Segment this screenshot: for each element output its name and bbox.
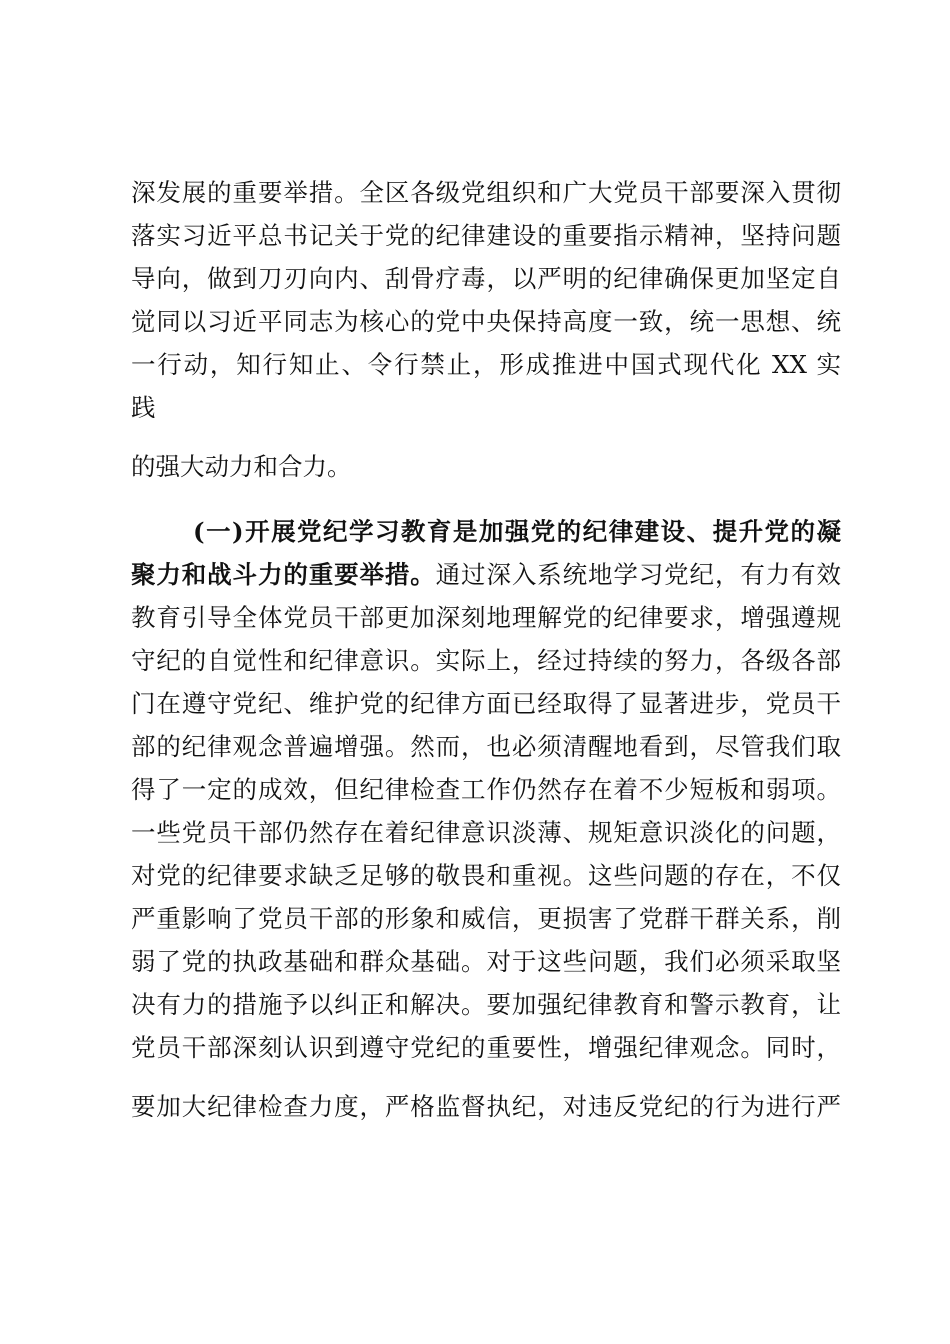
paragraph-2-line-6: 部的纪律观念普遍增强。然而，也必须清醒地看到，尽管我们取 [131,732,841,761]
paragraph-2-line-10: 严重影响了党员干部的形象和威信，更损害了党群干群关系，削 [131,904,841,933]
paragraph-2-line-7: 得了一定的成效，但纪律检查工作仍然存在着不少短板和弱项。 [131,775,841,804]
paragraph-2-line-8: 一些党员干部仍然存在着纪律意识淡薄、规矩意识淡化的问题， [131,818,841,847]
section-heading-line-2 [131,560,841,590]
paragraph-2-line-13: 党员干部深刻认识到遵守党纪的重要性，增强纪律观念。同时， [131,1033,841,1062]
section-heading-line-1: (一)开展党纪学习教育是加强党的纪律建设、提升党的凝 [193,517,841,546]
section-heading-end: 聚力和战斗力的重要举措。 [131,560,436,589]
paragraph-1-line-2: 落实习近平总书记关于党的纪律建设的重要指示精神，坚持问题 [131,221,841,250]
paragraph-1-line-3: 导向，做到刀刃向内、刮骨疗毒，以严明的纪律确保更加坚定自 [131,264,841,293]
paragraph-2-line-5: 门在遵守党纪、维护党的纪律方面已经取得了显著进步，党员干 [131,689,841,718]
paragraph-1-line-5: 一行动，知行知止、令行禁止，形成推进中国式现代化 XX 实 [131,350,841,379]
paragraph-2-line-2-text: 通过深入系统地学习党纪，有力有效 [435,560,842,589]
paragraph-2-line-3: 教育引导全体党员干部更加深刻地理解党的纪律要求，增强遵规 [131,603,841,632]
paragraph-1-line-6: 践 [131,393,156,422]
paragraph-1-line-7: 的强大动力和合力。 [131,452,352,481]
paragraph-2-line-14: 要加大纪律检查力度，严格监督执纪，对违反党纪的行为进行严 [131,1092,841,1121]
paragraph-2-line-9: 对党的纪律要求缺乏足够的敬畏和重视。这些问题的存在，不仅 [131,861,841,890]
paragraph-1-line-4: 觉同以习近平同志为核心的党中央保持高度一致，统一思想、统 [131,307,841,336]
paragraph-1-line-1: 深发展的重要举措。全区各级党组织和广大党员干部要深入贯彻 [131,178,841,207]
paragraph-2-line-4: 守纪的自觉性和纪律意识。实际上，经过持续的努力，各级各部 [131,646,841,675]
paragraph-2-line-11: 弱了党的执政基础和群众基础。对于这些问题，我们必须采取坚 [131,947,841,976]
paragraph-2-line-12: 决有力的措施予以纠正和解决。要加强纪律教育和警示教育，让 [131,990,841,1019]
